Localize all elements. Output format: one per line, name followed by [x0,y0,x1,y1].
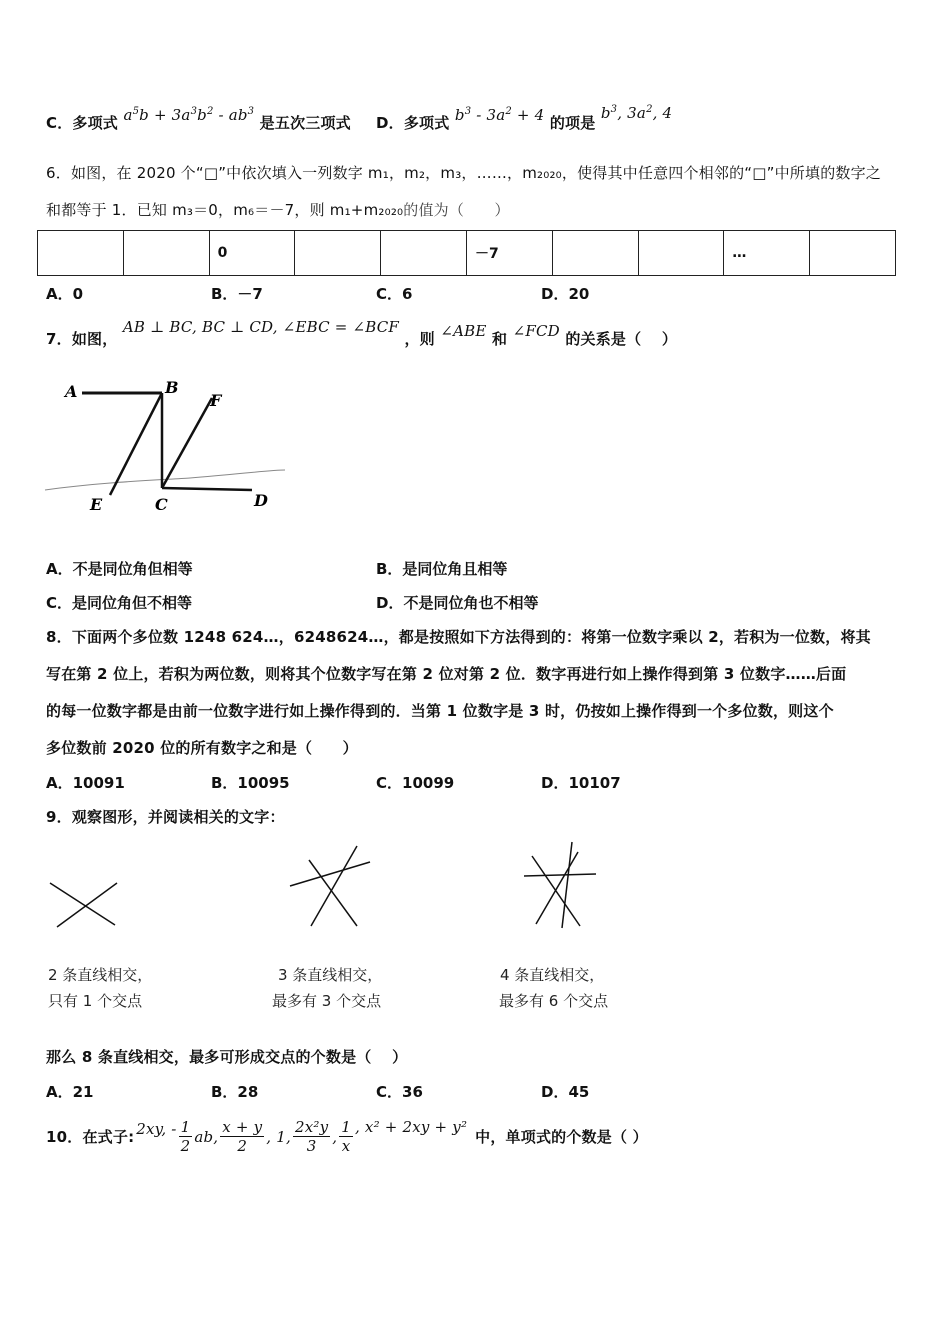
q9-caption-2-line-2: 最多有 3 个交点 [272,992,382,1010]
q10-suffix: 中，单项式的个数是（ ） [475,1128,648,1146]
grid-cell-4 [295,231,381,276]
q6-option-b: B．－7 [211,285,263,303]
q10-fraction-2: $\frac{x + y}{2}$ [222,1118,263,1155]
q7-figure [40,370,300,530]
label-a: A [65,382,78,401]
q5-option-c [46,106,351,133]
q6-option-a: A．0 [46,285,84,303]
q5-option-d-terms: $b^3$, $3a^2$, 4 [600,104,673,122]
q5-option-c-label: C．多项式 [46,114,119,132]
q6-line-1: 6．如图，在 2020 个“□”中依次填入一列数字 m₁，m₂，m₃，……，m₂₀₂₀，使得其中任意四个相邻的“□”中所填的数字之 [46,164,881,182]
q5-option-c-expression: $a^5b + 3a^3b^2 - ab^3$ [123,106,255,124]
q7-mid-1: ，则 [404,330,435,348]
q9-figure-three-lines [285,840,385,930]
q7-condition: AB ⊥ BC, BC ⊥ CD, ∠EBC = ∠BCF [122,318,400,336]
q5-option-d-expression: $b^3 - 3a^2 + 4$ [454,106,545,124]
q6-option-d: D．20 [541,285,590,303]
q10-prefix: 10．在式子: [46,1128,135,1146]
q5-option-d-label: D．多项式 [376,114,450,132]
q10-fraction-3: $\frac{\text{2x²y}}{3}$ [294,1118,329,1155]
grid-cell-5 [381,231,467,276]
label-e: E [90,495,103,514]
q7-stem [46,318,678,349]
q9-caption-3-line-2: 最多有 6 个交点 [499,992,609,1010]
q10-term-2: ab, [194,1127,219,1146]
q8-line-1: 8．下面两个多位数 1248 624…，6248624…，都是按照如下方法得到的：将第一位数字乘以 2，若积为一位数，将其 [46,628,871,646]
q9-option-a: A．21 [46,1083,94,1101]
grid-cell-8 [638,231,724,276]
q9-caption-1-line-1: 2 条直线相交， [48,966,153,984]
grid-cell-10 [810,231,896,276]
q7-option-c: C．是同位角但不相等 [46,594,193,612]
grid-cell-6: －7 [466,231,552,276]
q9-prompt: 9．观察图形，并阅读相关的文字： [46,808,285,826]
q9-option-b: B．28 [211,1083,259,1101]
q9-caption-3-line-1: 4 条直线相交， [500,966,605,984]
grid-cell-9: … [724,231,810,276]
q7-prefix: 7．如图， [46,330,118,348]
label-f: F [210,391,222,410]
q10-term-4: , [332,1127,338,1146]
label-d: D [254,491,268,510]
grid-cell-2 [123,231,209,276]
grid-cell-7 [552,231,638,276]
q10-term-3: , 1, [266,1127,291,1146]
q10-fraction-4: $\frac{1}{x}$ [341,1118,351,1155]
q8-option-b: B．10095 [211,774,290,792]
q5-option-d-mid: 的项是 [549,114,596,132]
q8-option-d: D．10107 [541,774,621,792]
q7-angle-abe: ∠ABE [440,322,487,340]
q7-mid-2: 和 [491,330,508,348]
q5-option-d [376,104,673,133]
q8-option-a: A．10091 [46,774,125,792]
q10-stem [46,1118,648,1155]
q9-caption-1-line-2: 只有 1 个交点 [48,992,143,1010]
q6-line-2 [46,199,510,220]
q7-option-a: A．不是同位角但相等 [46,560,193,578]
segment-cf [162,398,212,488]
q10-term-5: , x² + 2xy + y² [354,1117,468,1136]
q9-figure-four-lines [518,840,608,935]
q6-line-2-a: 和都等于 1．已知 m₃＝0，m₆＝－7，则 m₁+m₂₀₂₀ [46,201,404,219]
grid-cell-1 [38,231,124,276]
q8-line-4: 多位数前 2020 位的所有数字之和是（ ） [46,739,358,757]
q7-angle-fcd: ∠FCD [512,322,560,340]
q7-option-b: B．是同位角且相等 [376,560,508,578]
q6-line-2-b: 的值为（ ） [403,201,510,219]
label-c: C [155,495,168,514]
q6-option-c: C．6 [376,285,413,303]
q9-option-c: C．36 [376,1083,423,1101]
segment-cd [162,488,252,490]
q9-question: 那么 8 条直线相交，最多可形成交点的个数是（ ） [46,1048,408,1066]
q8-line-2: 写在第 2 位上，若积为两位数，则将其个位数字写在第 2 位对第 2 位．数字再进行如上操作得到第 3 位数字……后面 [46,665,847,683]
q6-number-grid [37,230,896,276]
q10-term-1: 2xy, - [136,1119,177,1138]
q8-option-c: C．10099 [376,774,455,792]
q10-fraction-1: $\frac{1}{2}$ [180,1118,191,1155]
q5-option-c-suffix: 是五次三项式 [259,114,351,132]
q7-suffix: 的关系是（ ） [565,330,678,348]
q9-caption-2-line-1: 3 条直线相交， [278,966,383,984]
grid-cell-3: 0 [209,231,295,276]
q9-option-d: D．45 [541,1083,590,1101]
q7-option-d: D．不是同位角也不相等 [376,594,539,612]
q8-line-3: 的每一位数字都是由前一位数字进行如上操作得到的．当第 1 位数字是 3 时，仍按如上操作得到一个多位数，则这个 [46,702,834,720]
label-b: B [165,378,179,397]
q9-figure-two-lines [45,875,135,935]
